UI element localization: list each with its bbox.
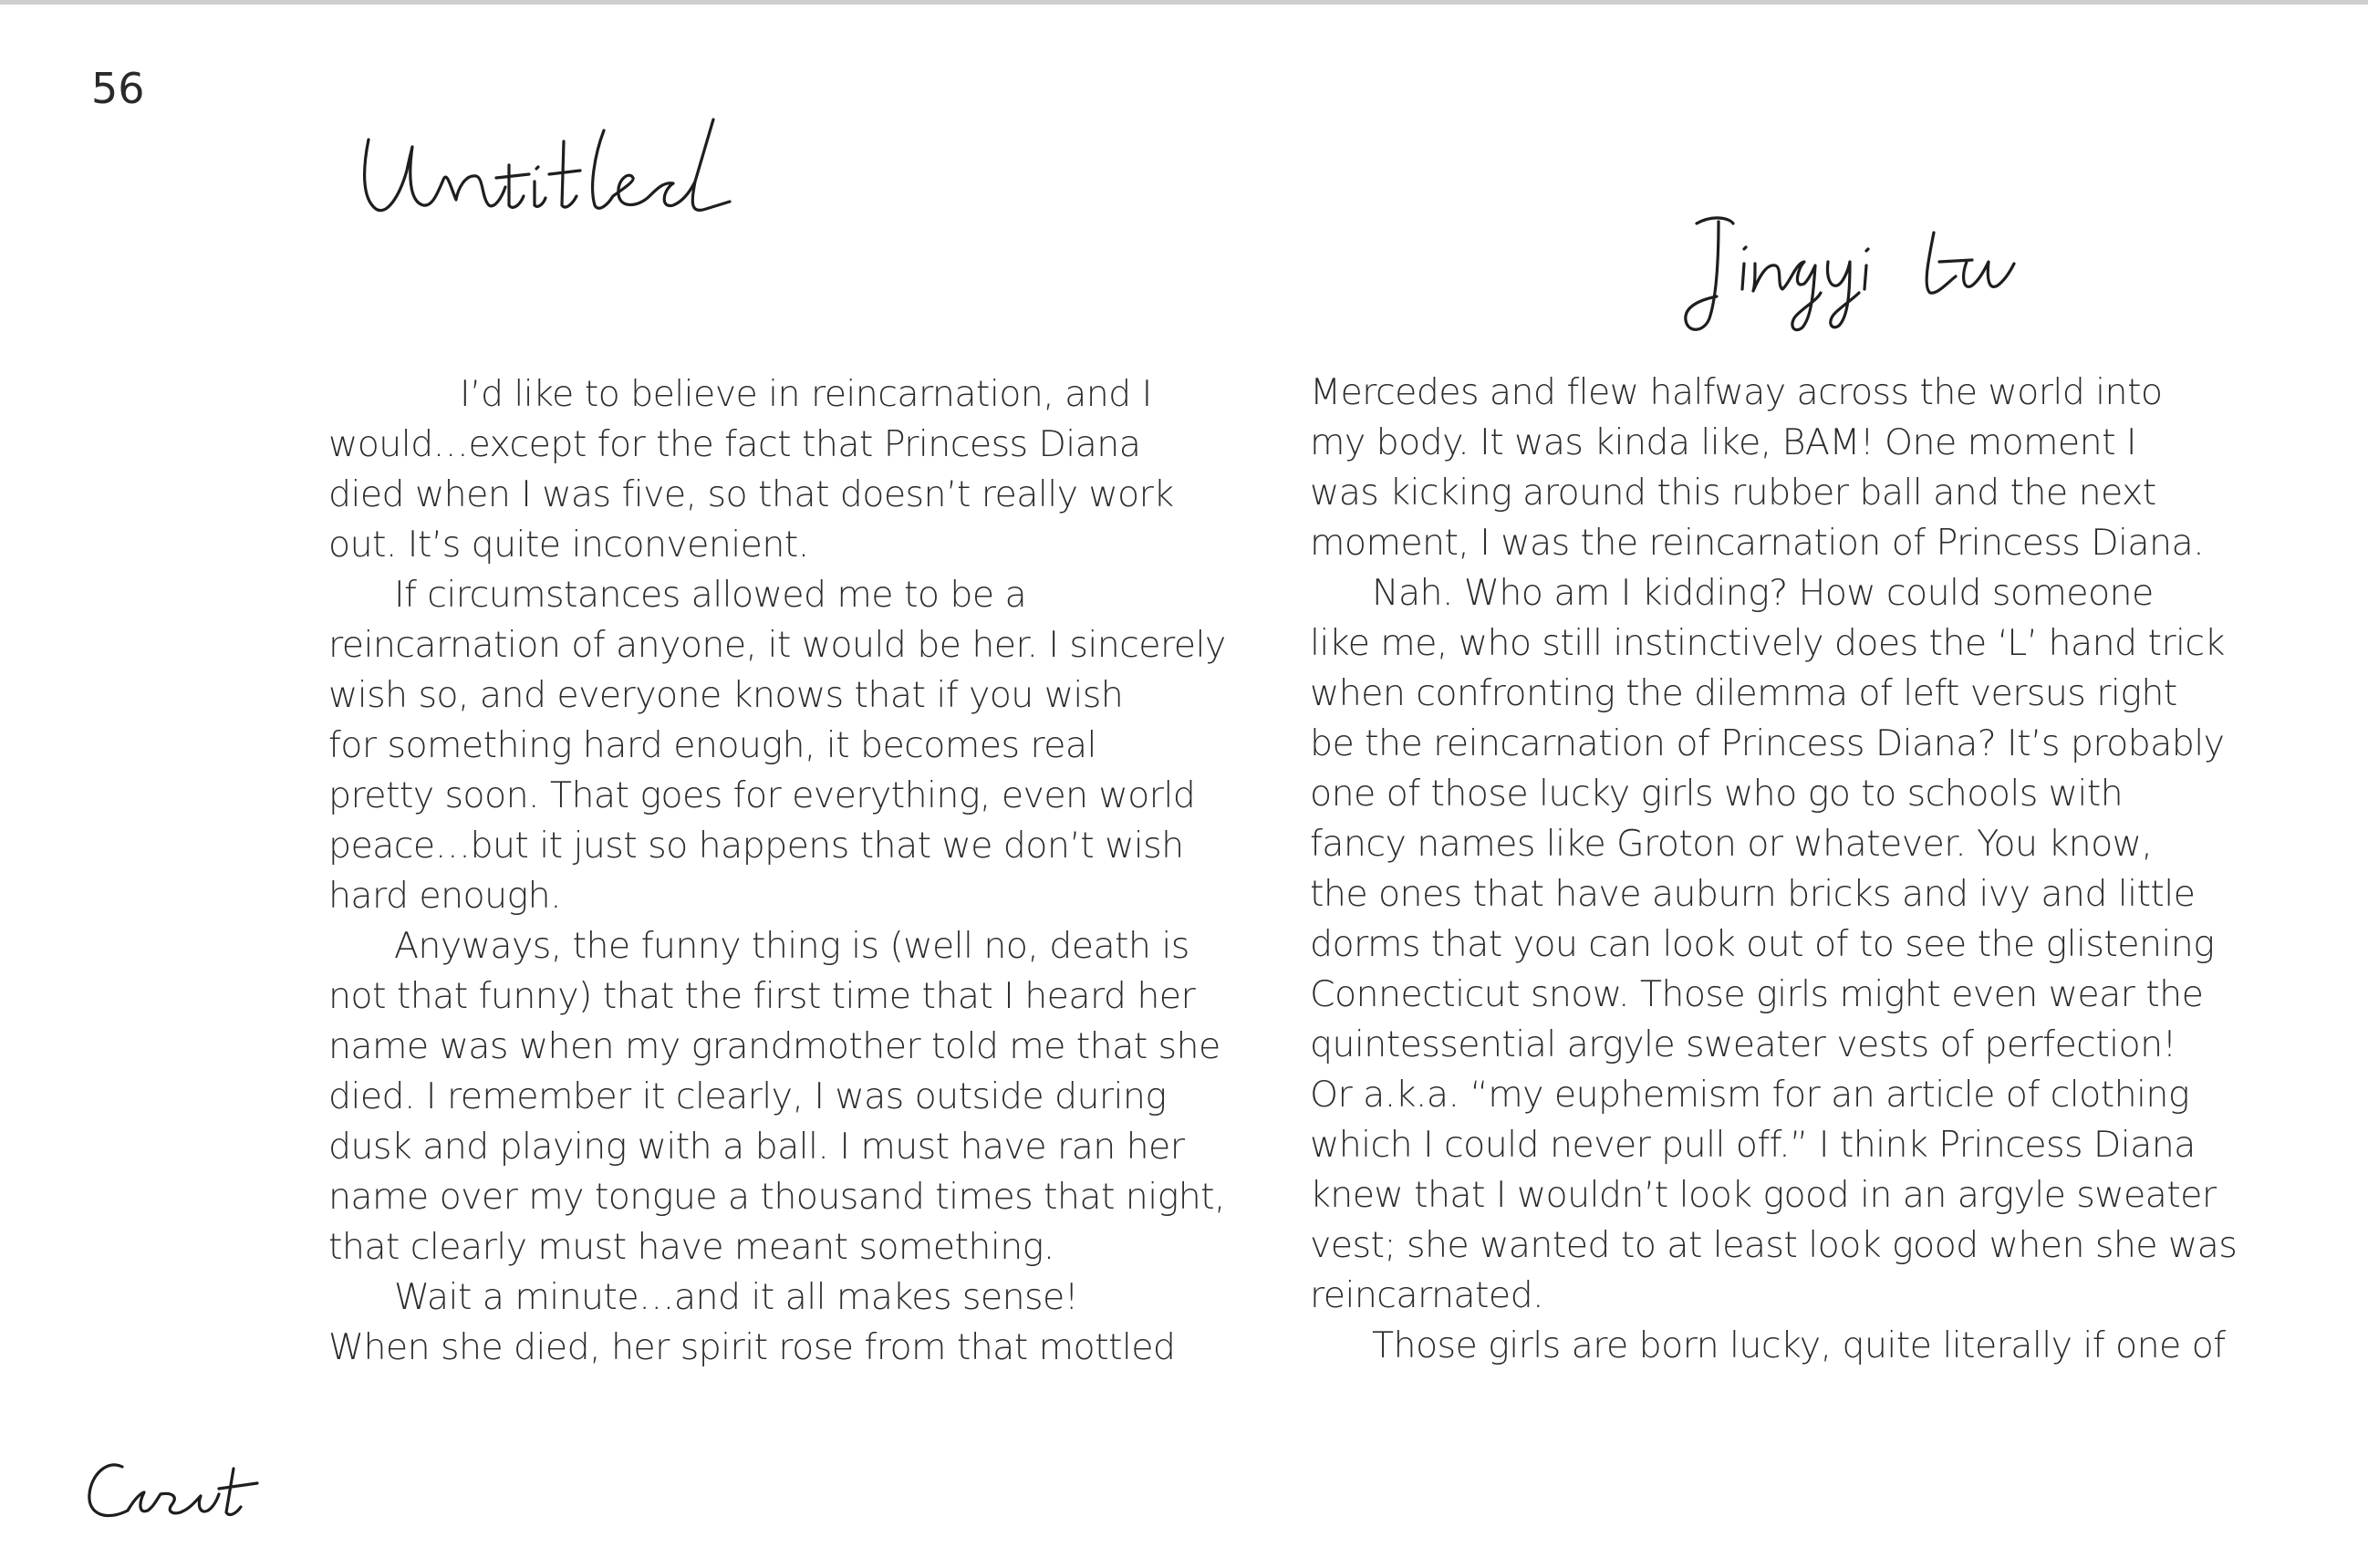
right-text-line: vest; she wanted to at least look good when she was (1310, 1224, 2238, 1266)
left-text-line: Wait a minute…and it all makes sense! (394, 1276, 1078, 1318)
right-text-line: fancy names like Groton or whatever. You know, (1310, 823, 2153, 865)
left-text-line: that clearly must have meant something. (328, 1226, 1054, 1268)
right-text-line: Or a.k.a. “my euphemism for an article of clothing (1310, 1074, 2189, 1116)
right-text-line: was kicking around this rubber ball and the next (1310, 472, 2156, 514)
left-text-line: would…except for the fact that Princess Diana (328, 423, 1141, 465)
left-text-line: pretty soon. That goes for everything, even world (328, 774, 1196, 816)
right-text-line: quintessential argyle sweater vests of perfection! (1310, 1023, 2176, 1065)
right-text-line: reincarnated. (1310, 1274, 1544, 1316)
left-text-line: died when I was five, so that doesn’t really work (328, 473, 1174, 515)
left-text-line: I’d like to believe in reincarnation, and I (460, 373, 1152, 415)
left-text-line: for something hard enough, it becomes real (328, 724, 1096, 766)
right-text-line: be the reincarnation of Princess Diana? It’s probably (1310, 722, 2225, 764)
right-text-line: Mercedes and flew halfway across the world into (1310, 371, 2163, 413)
left-text-line: dusk and playing with a ball. I must have ran her (328, 1126, 1185, 1168)
right-text-line: my body. It was kinda like, BAM! One moment I (1310, 421, 2136, 463)
left-text-line: died. I remember it clearly, I was outside during (328, 1075, 1167, 1117)
left-text-line: not that funny) that the first time that I heard her (328, 975, 1196, 1017)
left-text-line: name was when my grandmother told me that she (328, 1025, 1220, 1067)
right-text-line: one of those lucky girls who go to schools with (1310, 773, 2124, 815)
left-text-line: peace…but it just so happens that we don’t wish (328, 825, 1184, 867)
left-text-line: out. It’s quite inconvenient. (328, 524, 809, 566)
right-text-line: knew that I wouldn’t look good in an argyle sweater (1310, 1174, 2217, 1216)
handwritten-author (1660, 205, 2043, 342)
right-text-line: dorms that you can look out of to see the glistening (1310, 923, 2215, 965)
right-text-line: the ones that have auburn bricks and ivy and little (1310, 873, 2196, 915)
handwritten-footer-crest (80, 1450, 281, 1532)
left-text-line: name over my tongue a thousand times that night, (328, 1176, 1225, 1218)
right-text-line: which I could never pull off.” I think Princess Diana (1310, 1124, 2196, 1166)
right-text-line: Those girls are born lucky, quite literally if one of (1372, 1324, 2226, 1366)
right-text-line: like me, who still instinctively does the ‘L’ hand trick (1310, 622, 2225, 664)
right-text-line: Connecticut snow. Those girls might even wear the (1310, 973, 2204, 1015)
right-text-line: moment, I was the reincarnation of Princess Diana. (1310, 522, 2205, 564)
left-text-line: If circumstances allowed me to be a (394, 574, 1027, 616)
right-text-line: Nah. Who am I kidding? How could someone (1372, 572, 2154, 614)
left-text-line: wish so, and everyone knows that if you wish (328, 674, 1124, 716)
page-number: 56 (91, 64, 145, 113)
left-text-line: Anyways, the funny thing is (well no, death is (394, 925, 1189, 967)
left-text-line: When she died, her spirit rose from that mottled (328, 1326, 1176, 1368)
left-text-line: reincarnation of anyone, it would be her. I sincerely (328, 624, 1226, 666)
left-text-line: hard enough. (328, 875, 562, 917)
page-top-edge (0, 0, 2368, 5)
handwritten-title (356, 114, 739, 233)
right-text-line: when confronting the dilemma of left versus right (1310, 672, 2177, 714)
